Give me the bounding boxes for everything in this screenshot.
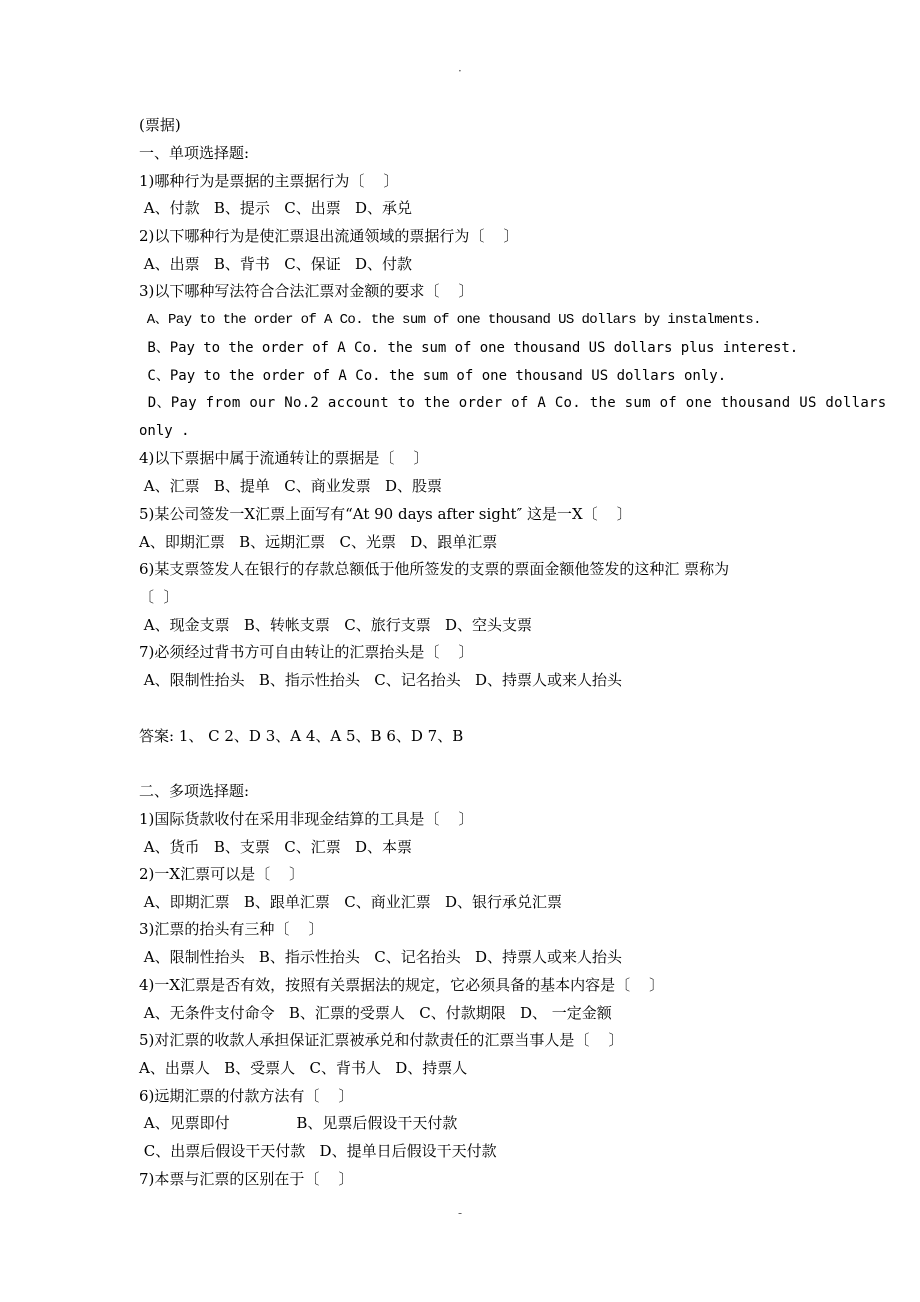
s1-question-2-options: A、出票 B、背书 C、保证 D、付款 xyxy=(139,255,413,273)
page-footer-mark: - xyxy=(458,1206,463,1220)
s2-question-7: 7)本票与汇票的区别在于〔 〕 xyxy=(139,1170,354,1188)
s1-question-3-option-c: C、Pay to the order of A Co. the sum of one thousand US dollars only. xyxy=(139,368,727,384)
s1-answers: 答案: 1、 C 2、D 3、A 4、A 5、B 6、D 7、B xyxy=(139,727,464,745)
s1-question-6-options: A、现金支票 B、转帐支票 C、旅行支票 D、空头支票 xyxy=(139,616,533,634)
s1-question-3-option-d: D、Pay from our No.2 account to the order of A Co. the sum of one thousand US dollars xyxy=(139,395,887,411)
s1-question-6: 6)某支票签发人在银行的存款总额低于他所签发的支票的票面金额他签发的这种汇 票称为 xyxy=(139,560,730,578)
s2-question-4: 4)一X汇票是否有效，按照有关票据法的规定，它必须具备的基本内容是〔 〕 xyxy=(139,976,665,994)
s1-question-4: 4)以下票据中属于流通转让的票据是〔 〕 xyxy=(139,449,429,467)
s2-question-4-options: A、无条件支付命令 B、汇票的受票人 C、付款期限 D、 一定金额 xyxy=(139,1004,612,1022)
s2-question-6-options-ab: A、见票即付 B、见票后假设干天付款 xyxy=(139,1114,458,1132)
s1-question-5-options: A、即期汇票 B、远期汇票 C、光票 D、跟单汇票 xyxy=(139,533,498,551)
s1-question-1: 1)哪种行为是票据的主票据行为〔 〕 xyxy=(139,172,399,190)
s2-question-3: 3)汇票的抬头有三种〔 〕 xyxy=(139,920,324,938)
s2-question-6-options-cd: C、出票后假设干天付款 D、提单日后假设干天付款 xyxy=(139,1142,497,1160)
s1-question-3: 3)以下哪种写法符合合法汇票对金额的要求〔 〕 xyxy=(139,282,474,300)
s1-question-3-option-d-cont: only . xyxy=(139,423,190,439)
s1-question-4-options: A、汇票 B、提单 C、商业发票 D、股票 xyxy=(139,477,443,495)
s1-question-3-option-a: A、Pay to the order of A Co. the sum of one thousand US dollars by instalments. xyxy=(139,312,761,328)
s1-question-2: 2)以下哪种行为是使汇票退出流通领域的票据行为〔 〕 xyxy=(139,227,519,245)
s2-question-1-options: A、货币 B、支票 C、汇票 D、本票 xyxy=(139,838,413,856)
s1-question-5: 5)某公司签发一X汇票上面写有“At 90 days after sight″ 这是一X〔 〕 xyxy=(139,505,632,523)
section1-heading: 一、单项选择题: xyxy=(139,144,250,162)
section2-heading: 二、多项选择题: xyxy=(139,782,250,800)
page-header-mark: · xyxy=(458,64,462,78)
s1-question-7: 7)必须经过背书方可自由转让的汇票抬头是〔 〕 xyxy=(139,643,474,661)
s1-question-6-cont: 〔 〕 xyxy=(139,588,179,606)
s2-question-1: 1)国际货款收付在采用非现金结算的工具是〔 〕 xyxy=(139,810,474,828)
s1-question-3-option-b: B、Pay to the order of A Co. the sum of one thousand US dollars plus interest. xyxy=(139,340,799,356)
document-title: (票据) xyxy=(139,116,181,134)
s1-question-1-options: A、付款 B、提示 C、出票 D、承兑 xyxy=(139,199,413,217)
s2-question-2-options: A、即期汇票 B、跟单汇票 C、商业汇票 D、银行承兑汇票 xyxy=(139,893,563,911)
s2-question-3-options: A、限制性抬头 B、指示性抬头 C、记名抬头 D、持票人或来人抬头 xyxy=(139,948,623,966)
s2-question-6: 6)远期汇票的付款方法有〔 〕 xyxy=(139,1087,354,1105)
s2-question-2: 2)一X汇票可以是〔 〕 xyxy=(139,865,305,883)
s2-question-5: 5)对汇票的收款人承担保证汇票被承兑和付款责任的汇票当事人是〔 〕 xyxy=(139,1031,624,1049)
s1-question-7-options: A、限制性抬头 B、指示性抬头 C、记名抬头 D、持票人或来人抬头 xyxy=(139,671,623,689)
s2-question-5-options: A、出票人 B、受票人 C、背书人 D、持票人 xyxy=(139,1059,468,1077)
